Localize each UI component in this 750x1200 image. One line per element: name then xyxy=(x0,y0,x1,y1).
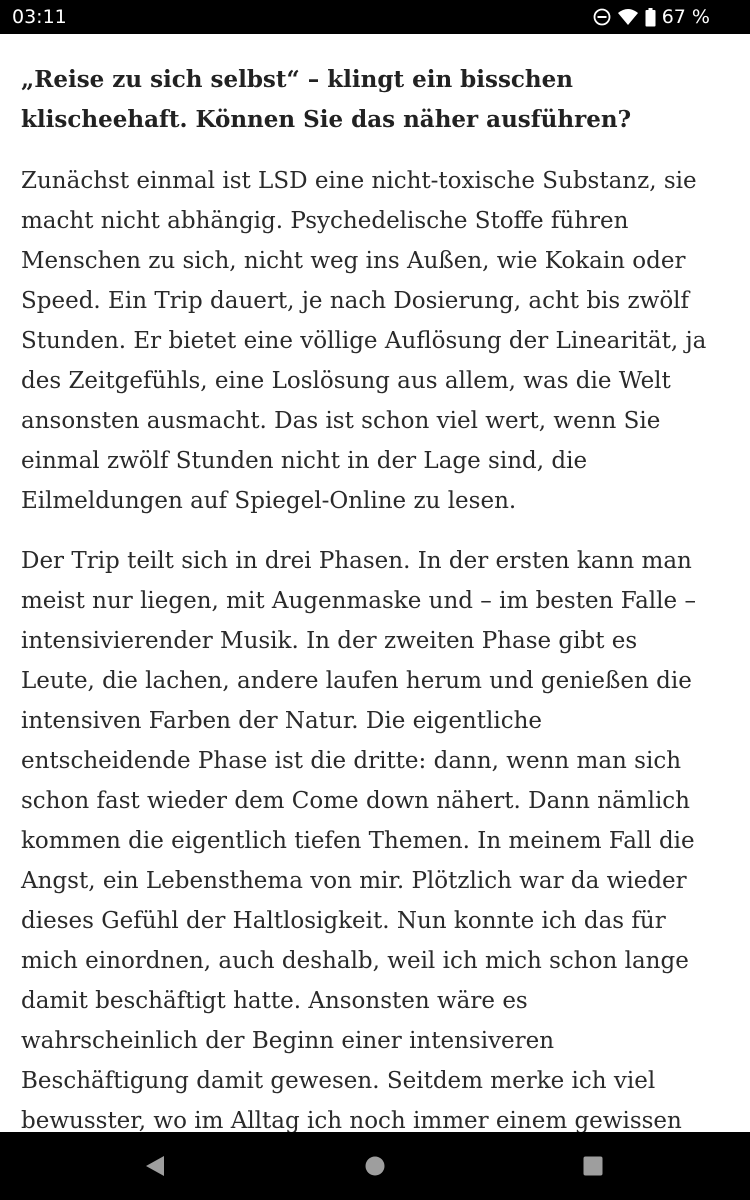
interview-question: „Reise zu sich selbst“ – klingt ein bisschen klischeehaft. Können Sie das näher ausführen? xyxy=(21,66,632,133)
status-time: 03:11 xyxy=(12,6,67,28)
paragraph-line: meist nur liegen, mit Augenmaske und – im besten Falle – xyxy=(21,588,696,614)
paragraph-line: dieses Gefühl der Haltlosigkeit. Nun konnte ich das für xyxy=(21,908,666,934)
paragraph-line: ansonsten ausmacht. Das ist schon viel wert, wenn Sie xyxy=(21,408,661,434)
paragraph-line: Menschen zu sich, nicht weg ins Außen, wie Kokain oder xyxy=(21,248,686,274)
article-paragraph xyxy=(21,541,736,1132)
paragraph-line: schon fast wieder dem Come down nähert. Dann nämlich xyxy=(21,788,690,814)
paragraph-line: entscheidende Phase ist die dritte: dann, wenn man sich xyxy=(21,748,682,774)
article-content[interactable] xyxy=(0,34,750,1132)
paragraph-line: intensiven Farben der Natur. Die eigentliche xyxy=(21,708,543,734)
back-button[interactable] xyxy=(115,1132,195,1200)
paragraph-line: bewusster, wo im Alltag ich noch immer einem gewissen xyxy=(21,1108,682,1132)
recents-button[interactable] xyxy=(553,1132,633,1200)
paragraph-line: mich einordnen, auch deshalb, weil ich mich schon lange xyxy=(21,948,689,974)
back-icon xyxy=(144,1154,166,1178)
paragraph-line: Leute, die lachen, andere laufen herum und genießen die xyxy=(21,668,692,694)
paragraph-line: des Zeitgefühls, eine Loslösung aus allem, was die Welt xyxy=(21,368,671,394)
paragraph-line: einmal zwölf Stunden nicht in der Lage sind, die xyxy=(21,448,588,474)
paragraph-line: damit beschäftigt hatte. Ansonsten wäre es xyxy=(21,988,528,1014)
paragraph-line: Stunden. Er bietet eine völlige Auflösung der Linearität, ja xyxy=(21,328,707,354)
paragraph-line: kommen die eigentlich tiefen Themen. In meinem Fall die xyxy=(21,828,695,854)
status-icons xyxy=(593,6,710,28)
paragraph-line: macht nicht abhängig. Psychedelische Stoffe führen xyxy=(21,208,629,234)
paragraph-line: wahrscheinlich der Beginn einer intensiveren xyxy=(21,1028,555,1054)
status-bar xyxy=(0,0,750,34)
paragraph-line: Beschäftigung damit gewesen. Seitdem merke ich viel xyxy=(21,1068,656,1094)
recents-icon xyxy=(582,1155,604,1177)
paragraph-line: Eilmeldungen auf Spiegel-Online zu lesen. xyxy=(21,488,517,514)
wifi-icon xyxy=(617,8,639,26)
paragraph-line: intensivierender Musik. In der zweiten Phase gibt es xyxy=(21,628,638,654)
paragraph-line: Speed. Ein Trip dauert, je nach Dosierung, acht bis zwölf xyxy=(21,288,690,314)
battery-icon xyxy=(645,8,656,27)
battery-percent: 67 % xyxy=(661,6,710,28)
home-icon xyxy=(364,1155,386,1177)
do-not-disturb-icon xyxy=(593,8,611,26)
paragraph-line: Angst, ein Lebensthema von mir. Plötzlich war da wieder xyxy=(21,868,687,894)
navigation-bar xyxy=(0,1132,750,1200)
article-paragraph xyxy=(21,161,736,521)
home-button[interactable] xyxy=(335,1132,415,1200)
paragraph-line: Zunächst einmal ist LSD eine nicht-toxische Substanz, sie xyxy=(21,168,697,194)
paragraph-line: Der Trip teilt sich in drei Phasen. In der ersten kann man xyxy=(21,548,692,574)
